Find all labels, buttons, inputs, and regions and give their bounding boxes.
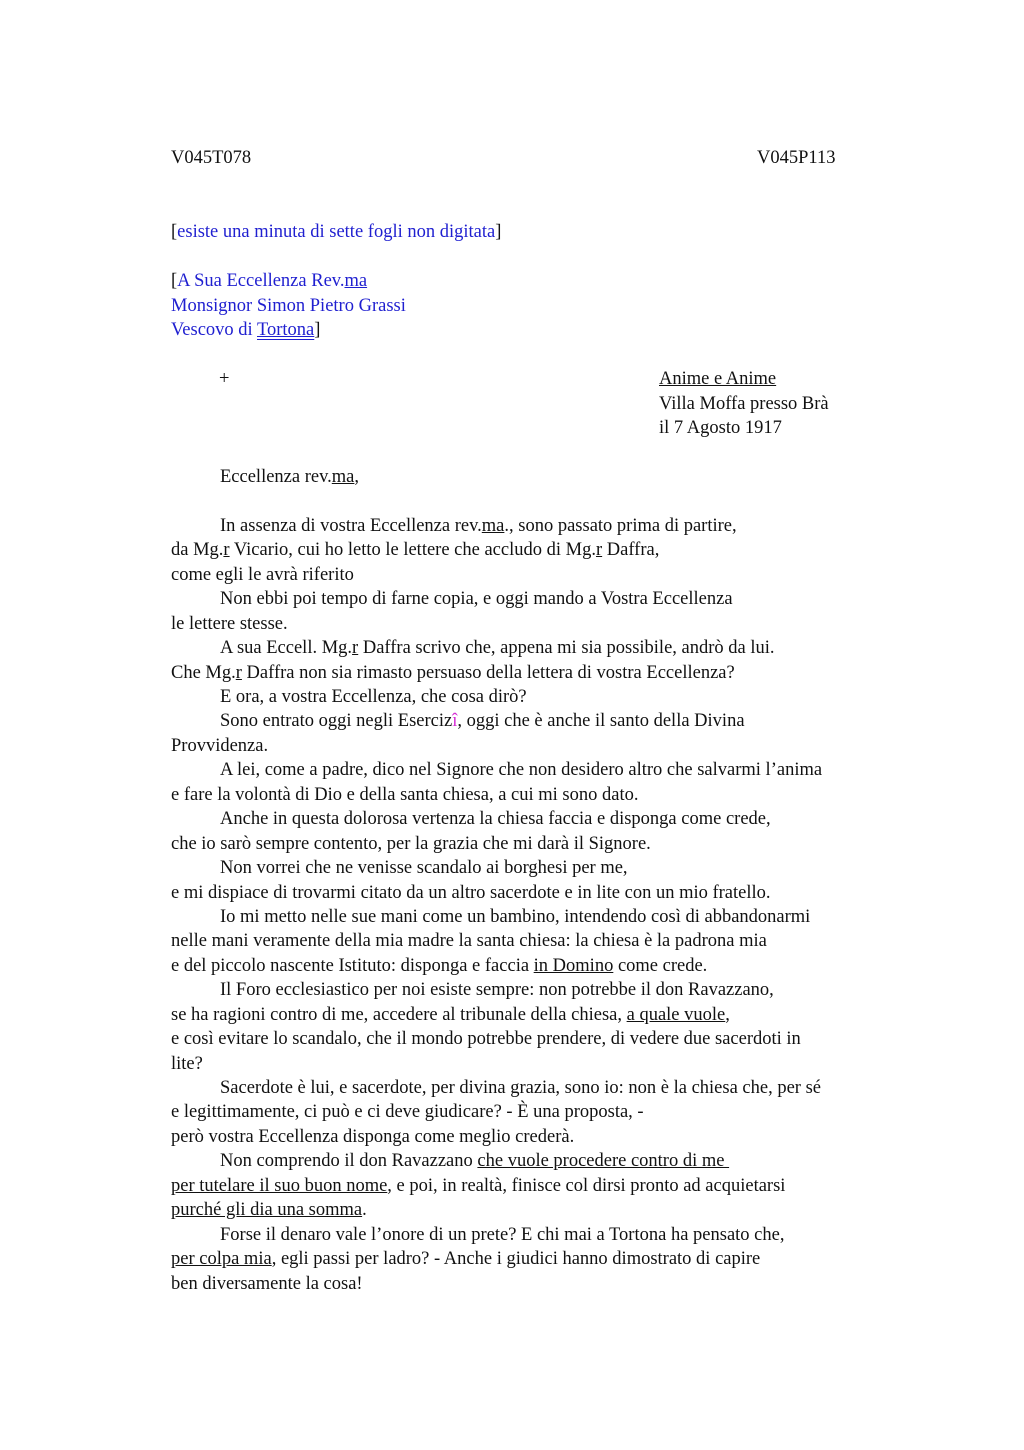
salutation: Eccellenza rev.ma,	[220, 467, 360, 487]
body-line: Il Foro ecclesiastico per noi esiste sempre: non potrebbe il don Ravazzano,	[220, 980, 774, 1000]
body-line: Anche in questa dolorosa vertenza la chiesa faccia e disponga come crede,	[220, 809, 771, 829]
body-line: e fare la volontà di Dio e della santa chiesa, a cui mi sono dato.	[171, 785, 639, 805]
body-line: le lettere stesse.	[171, 614, 288, 634]
addressee-line-2: Monsignor Simon Pietro Grassi	[171, 296, 406, 316]
body-line: In assenza di vostra Eccellenza rev.ma., sono passato prima di partire,	[220, 516, 737, 536]
editorial-note: [esiste una minuta di sette fogli non digitata]	[171, 222, 502, 242]
body-line: purché gli dia una somma.	[171, 1200, 367, 1220]
body-line: Non ebbi poi tempo di farne copia, e oggi mando a Vostra Eccellenza	[220, 589, 733, 609]
body-line: e mi dispiace di trovarmi citato da un altro sacerdote e in lite con un mio fratello.	[171, 883, 771, 903]
body-line: lite?	[171, 1054, 203, 1074]
dateline-place: Villa Moffa presso Brà	[659, 394, 829, 414]
body-line: per colpa mia, egli passi per ladro? - Anche i giudici hanno dimostrato di capire	[171, 1249, 761, 1269]
body-line: A sua Eccell. Mg.r Daffra scrivo che, appena mi sia possibile, andrò da lui.	[220, 638, 775, 658]
body-line: e così evitare lo scandalo, che il mondo potrebbe prendere, di vedere due sacerdoti in	[171, 1029, 801, 1049]
body-line: nelle mani veramente della mia madre la santa chiesa: la chiesa è la padrona mia	[171, 931, 767, 951]
document-code-left: V045T078	[171, 148, 252, 168]
body-line: Non vorrei che ne venisse scandalo ai borghesi per me,	[220, 858, 628, 878]
body-line: Non comprendo il don Ravazzano che vuole procedere contro di me	[220, 1151, 730, 1171]
body-line: ben diversamente la cosa!	[171, 1274, 363, 1294]
body-line: per tutelare il suo buon nome, e poi, in realtà, finisce col dirsi pronto ad acquietarsi	[171, 1176, 786, 1196]
addressee-line-1: [A Sua Eccellenza Rev.ma	[171, 271, 368, 291]
body-line: A lei, come a padre, dico nel Signore che non desidero altro che salvarmi l’anima	[220, 760, 823, 780]
body-line: Che Mg.r Daffra non sia rimasto persuaso della lettera di vostra Eccellenza?	[171, 663, 735, 683]
body-line: e del piccolo nascente Istituto: disponga e faccia in Domino come crede.	[171, 956, 708, 976]
cross-symbol: +	[219, 369, 230, 389]
body-line: che io sarò sempre contento, per la grazia che mi darà il Signore.	[171, 834, 651, 854]
body-line: da Mg.r Vicario, cui ho letto le lettere che accludo di Mg.r Daffra,	[171, 540, 660, 560]
dateline-date: il 7 Agosto 1917	[659, 418, 782, 438]
body-line: E ora, a vostra Eccellenza, che cosa dirò?	[220, 687, 527, 707]
body-line: Forse il denaro vale l’onore di un prete? E chi mai a Tortona ha pensato che,	[220, 1225, 785, 1245]
body-line: come egli le avrà riferito	[171, 565, 354, 585]
addressee-line-3: Vescovo di Tortona]	[171, 320, 321, 340]
document-code-right: V045P113	[757, 148, 836, 168]
body-line: Io mi metto nelle sue mani come un bambino, intendendo così di abbandonarmi	[220, 907, 811, 927]
body-line: però vostra Eccellenza disponga come meglio crederà.	[171, 1127, 575, 1147]
body-line: Sono entrato oggi negli Esercizî, oggi che è anche il santo della Divina	[220, 711, 745, 731]
body-line: Sacerdote è lui, e sacerdote, per divina grazia, sono io: non è la chiesa che, per sé	[220, 1078, 821, 1098]
body-line: se ha ragioni contro di me, accedere al tribunale della chiesa, a quale vuole,	[171, 1005, 730, 1025]
body-line: e legittimamente, ci può e ci deve giudicare? - È una proposta, -	[171, 1102, 644, 1122]
body-line: Provvidenza.	[171, 736, 269, 756]
dateline-motto: Anime e Anime	[659, 369, 777, 389]
